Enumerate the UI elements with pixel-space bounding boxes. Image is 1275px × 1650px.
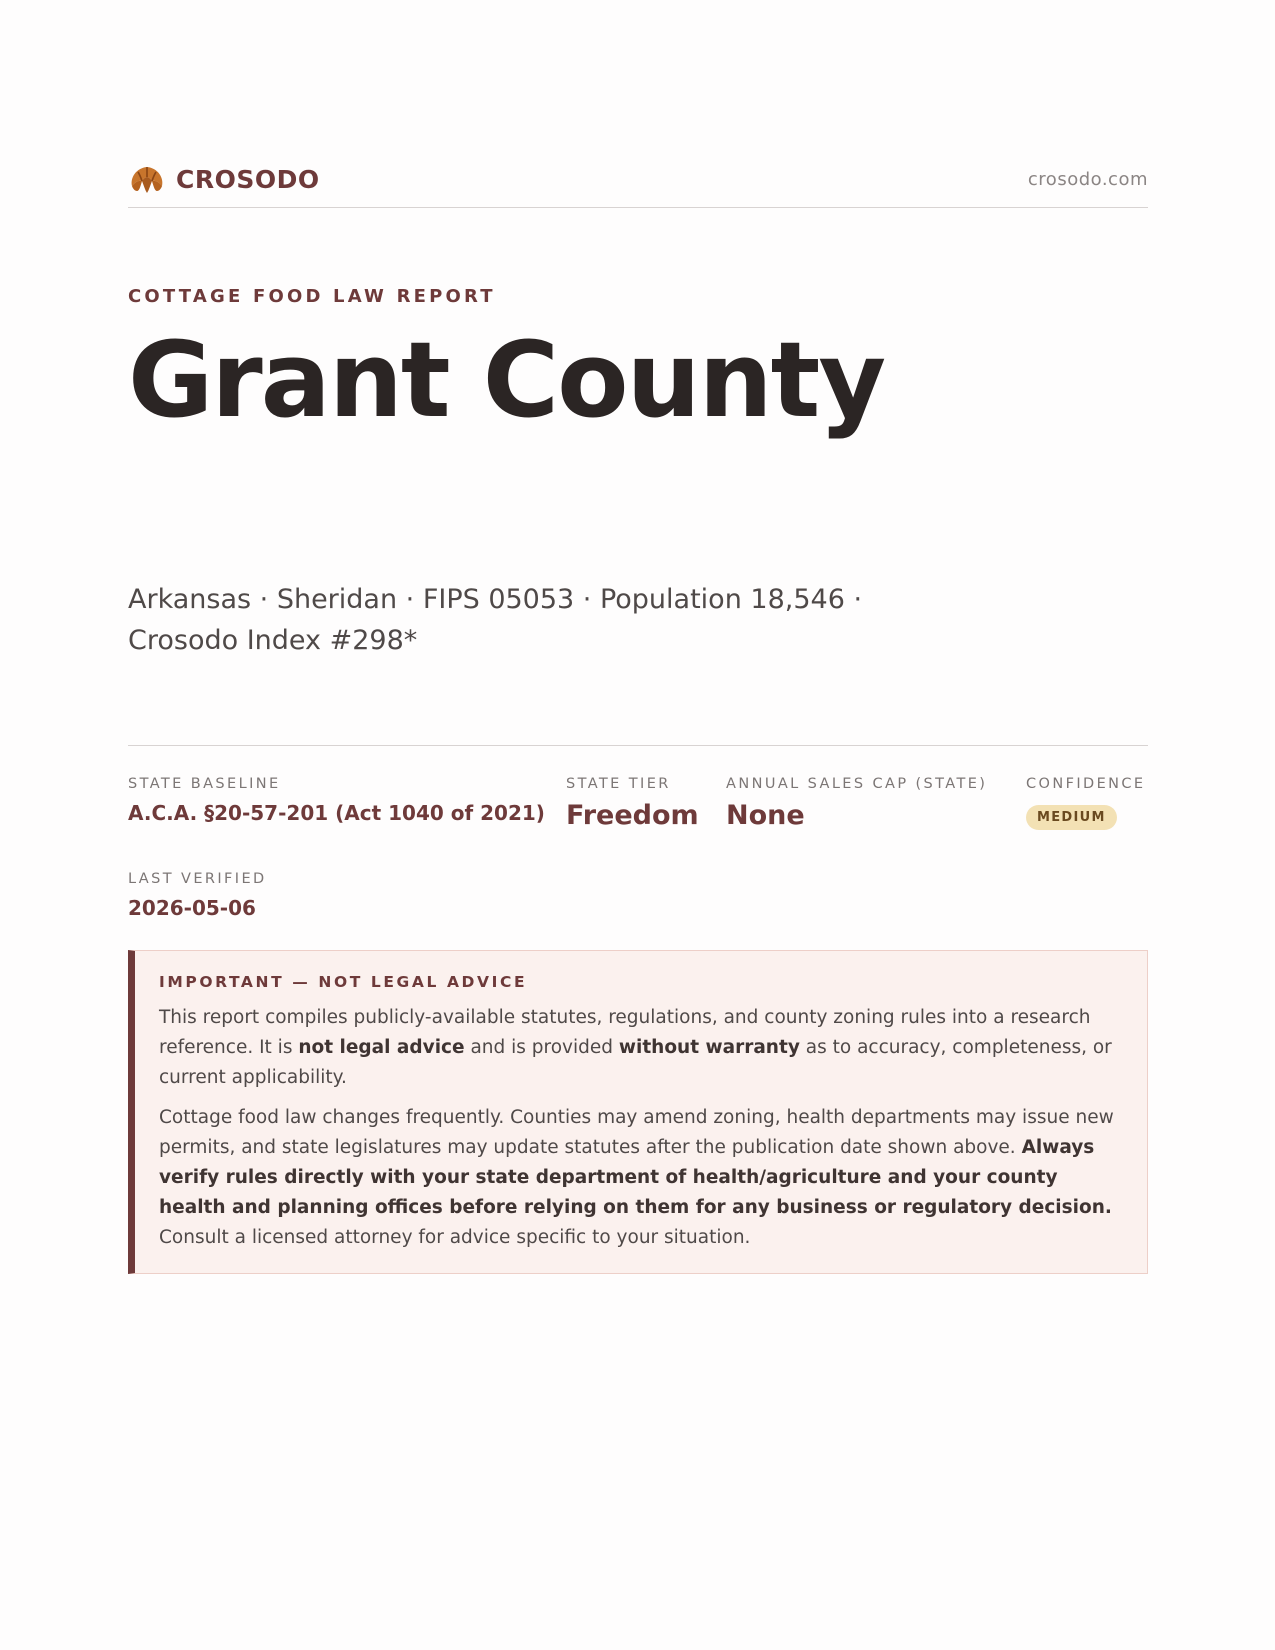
- fact-value: None: [726, 800, 805, 832]
- fact-value: Freedom: [566, 800, 699, 832]
- notice-text: Cottage food law changes frequently. Counties may amend zoning, health departments may issue new permits, and state legislatures may update statutes after the publication date shown above.: [159, 1107, 1114, 1159]
- fact-value: A.C.A. §20-57-201 (Act 1040 of 2021): [128, 801, 545, 826]
- facts-grid: [128, 745, 1148, 920]
- notice-text: and is provided: [464, 1037, 619, 1059]
- site-url-link[interactable]: crosodo.com: [1027, 168, 1148, 190]
- report-kicker: COTTAGE FOOD LAW REPORT: [128, 286, 496, 307]
- notice-emphasis: Always verify rules directly with your state department of health/agriculture and your county health and planning offices before relying on them for any business or regulatory decision.: [159, 1137, 1112, 1219]
- fact-label: STATE TIER: [566, 776, 671, 793]
- facts-row: [128, 776, 1148, 831]
- confidence-badge: MEDIUM: [1026, 805, 1117, 830]
- fact-annual-sales-cap: [726, 776, 1026, 831]
- legal-notice: [128, 950, 1148, 1274]
- page-title: Grant County: [128, 319, 885, 441]
- county-meta: Arkansas · Sheridan · FIPS 05053 · Population 18,546 · Crosodo Index #298*: [128, 584, 863, 657]
- report-page: [128, 155, 1148, 1274]
- notice-paragraph: [159, 1003, 1123, 1093]
- brand-name: CROSODO: [176, 164, 320, 194]
- notice-text: This report compiles publicly-available statutes, regulations, and county zoning rules into a research reference. It is: [159, 1007, 1091, 1059]
- header: [128, 155, 1148, 208]
- fact-label: CONFIDENCE: [1026, 776, 1146, 793]
- fact-state-baseline: [128, 776, 566, 825]
- fact-label: STATE BASELINE: [128, 776, 281, 793]
- fact-label: ANNUAL SALES CAP (STATE): [726, 776, 988, 793]
- notice-paragraph: [159, 1103, 1123, 1253]
- facts-row: [128, 871, 1148, 920]
- notice-text: Consult a licensed attorney for advice specific to your situation.: [159, 1227, 751, 1249]
- croissant-icon: [128, 162, 166, 196]
- fact-label: LAST VERIFIED: [128, 871, 267, 888]
- fact-last-verified: [128, 871, 566, 920]
- fact-confidence: [1026, 776, 1148, 830]
- notice-emphasis: without warranty: [618, 1037, 800, 1059]
- notice-emphasis: not legal advice: [298, 1037, 465, 1059]
- notice-text: as to accuracy, completeness, or current applicability.: [159, 1037, 1112, 1089]
- brand[interactable]: [128, 162, 320, 196]
- notice-title: IMPORTANT — NOT LEGAL ADVICE: [159, 973, 528, 992]
- fact-state-tier: [566, 776, 726, 831]
- fact-value: 2026-05-06: [128, 896, 256, 921]
